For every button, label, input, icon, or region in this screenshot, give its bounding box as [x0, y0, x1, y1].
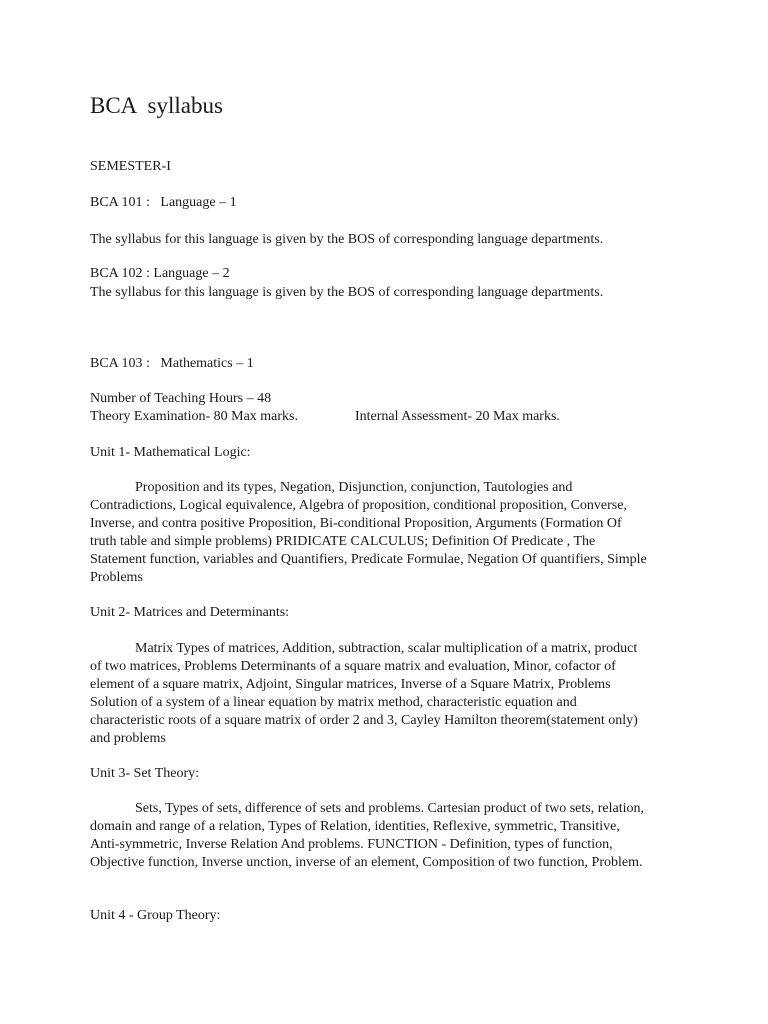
unit-2-text: Matrix Types of matrices, Addition, subtraction, scalar multiplication of a matrix, product of two matrices, Problems Determinants of a square matrix and evaluation, Minor, cofactor of element of a square matrix, Adjoint, Singular matrices, Inverse of a Square Matrix, Problems Solution of a system of a linear equation by matrix method, characteristic equation and characteristic roots of a square matrix of order 2 and 3, Cayley Hamilton theorem(statement only) and problems [90, 641, 638, 746]
bca102-heading: BCA 102 : Language – 2 [90, 266, 230, 281]
unit-1-heading: Unit 1- Mathematical Logic: [90, 445, 251, 460]
document-title: BCA syllabus [90, 93, 223, 118]
bca101-text: The syllabus for this language is given by the BOS of corresponding language departments. [90, 232, 604, 247]
semester-heading: SEMESTER-I [90, 159, 171, 174]
unit-4-heading: Unit 4 - Group Theory: [90, 908, 221, 923]
bca102-text: The syllabus for this language is given by the BOS of corresponding language departments. [90, 285, 604, 300]
unit-3-text: Sets, Types of sets, difference of sets and problems. Cartesian product of two sets, relation, domain and range of a relation, Types of Relation, identities, Reflexive, symmetric, Transitive, Anti-symmetric, Inverse Relation And problems. FUNCTION - Definition, types of function, Objective function, Inverse unction, inverse of an element, Composition of two function, Problem. [90, 801, 644, 870]
unit-2-heading: Unit 2- Matrices and Determinants: [90, 605, 290, 620]
unit-3-heading: Unit 3- Set Theory: [90, 766, 200, 781]
theory-examination: Theory Examination- 80 Max marks. [90, 409, 299, 424]
teaching-hours: Number of Teaching Hours – 48 [90, 391, 272, 406]
internal-assessment: Internal Assessment- 20 Max marks. [355, 409, 560, 424]
bca103-heading: BCA 103 : Mathematics – 1 [90, 356, 254, 371]
bca101-heading: BCA 101 : Language – 1 [90, 195, 237, 210]
unit-1-text: Proposition and its types, Negation, Disjunction, conjunction, Tautologies and Contradictions, Logical equivalence, Algebra of proposition, conditional proposition, Converse, Inverse, and contra positive Proposition, Bi-conditional Proposition, Arguments (Formation Of truth table and simple problems) PRIDICATE CALCULUS; Definition Of Predicate , The Statement function, variables and Quantifiers, Predicate Formulae, Negation Of quantifiers, Simple Problems [90, 480, 647, 585]
